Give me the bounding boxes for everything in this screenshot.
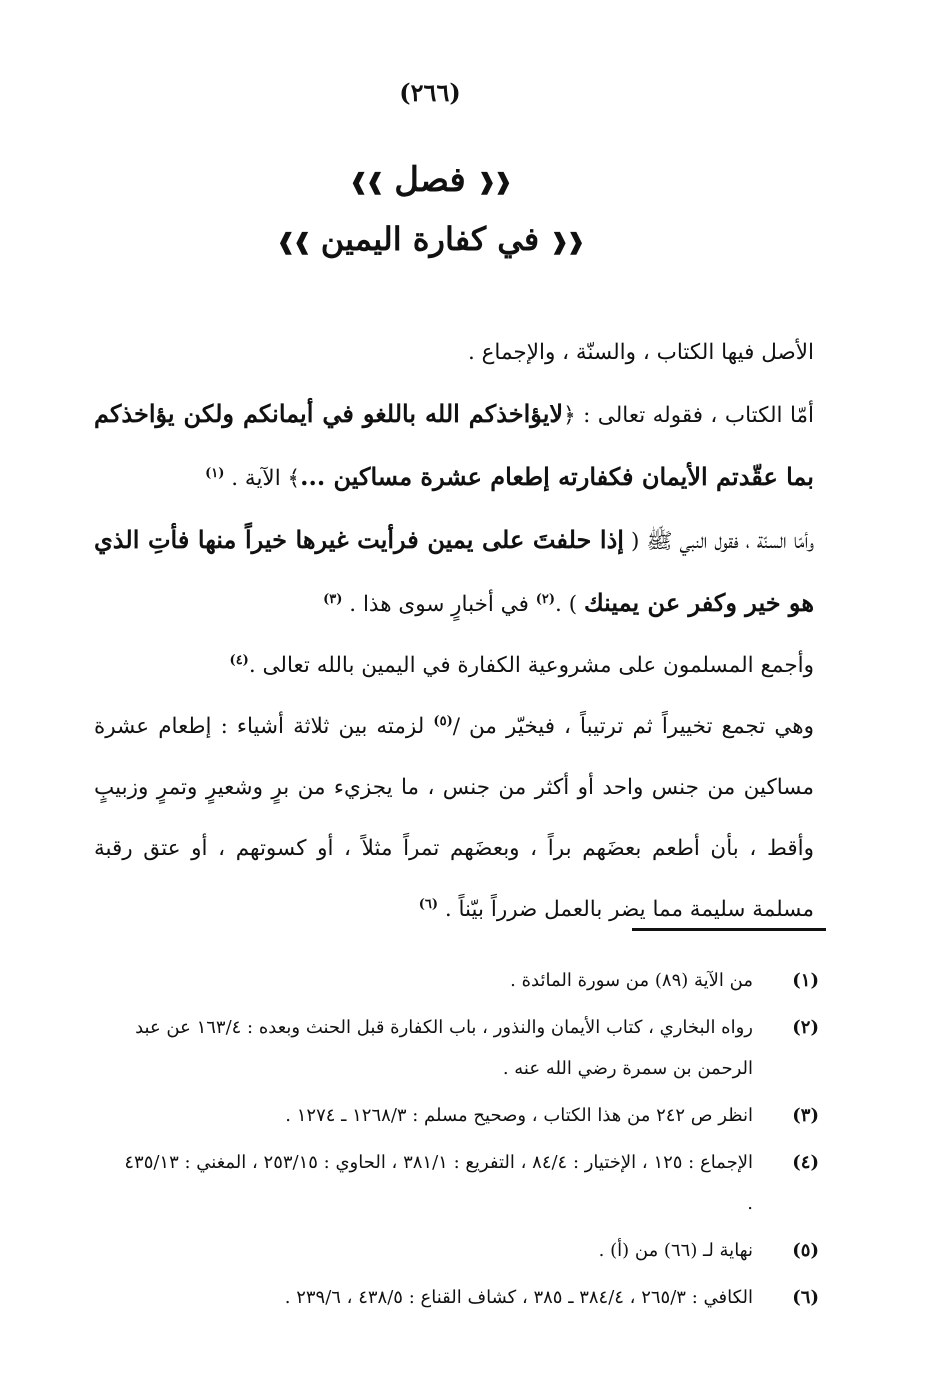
paragraph-5-part2: لزمته بين ثلاثة أشياء : إطعام عشرة مساكين من جنس واحد أو أكثر من جنس ، ما يجزيء من برٍ وشعيرٍ وتمرٍ وزبيبٍ وأقط ، بأن أطعم بعضَهم براً ، وبعضَهم تمراً مثلاً ، أو كسوتهم ، أو عتق رقبة مسلمة سليمة مما يضر بالعمل ضرراً بيّناً . (94, 714, 814, 922)
footnote-ref-5: (٥) (433, 713, 453, 729)
ornament-right: ❱❱ (276, 228, 310, 255)
page-number: (٢٦٦) (399, 78, 461, 107)
paragraph-4 (94, 635, 814, 696)
ornament-right: ❱❱ (349, 169, 383, 195)
footnote-number: (٢) (792, 1017, 819, 1038)
footnote-text: نهاية لـ (٦٦) من (أ) . (598, 1240, 753, 1261)
footnote-item (119, 1142, 819, 1224)
quran-verse: لايؤاخذكم الله باللغو في أيمانكم ولكن يؤاخذكم بما عقّدتم الأيمان فكفارته إطعام عشرة مساكين ... (94, 399, 814, 491)
ornament-left: ❰❰ (477, 169, 511, 195)
footnote-ref-2: (٢) (535, 591, 556, 607)
paragraph-2-end: ﴾ الآية . (231, 466, 301, 491)
paragraph-4-text: وأجمع المسلمون على مشروعية الكفارة في اليمين بالله تعالى . (248, 653, 814, 678)
section-subheading-text: في كفارة اليمين (320, 220, 540, 258)
footnote-ref-1: (١) (205, 465, 225, 481)
paragraph-1 (94, 322, 814, 383)
section-heading-text: فصل (394, 160, 466, 200)
footnote-item (119, 1230, 819, 1271)
paragraph-3-mid: في أخبارٍ سوى هذا . (349, 592, 529, 617)
footnote-number: (٤) (792, 1152, 819, 1173)
footnote-number: (٦) (792, 1287, 819, 1308)
footnote-text: انظر ص ٢٤٢ من هذا الكتاب ، وصحيح مسلم : ١٢٦٨/٣ ـ ١٢٧٤ . (285, 1105, 753, 1126)
footnote-item (119, 960, 819, 1001)
footnote-item (119, 1095, 819, 1136)
footnote-text: الإجماع : ١٢٥ ، الإختيار : ٨٤/٤ ، التفريع : ٣٨١/١ ، الحاوي : ٢٥٣/١٥ ، المغني : ٤٣٥/١٣ . (124, 1152, 753, 1214)
footnote-separator (632, 928, 826, 931)
footnote-item (119, 1007, 819, 1089)
paragraph-5 (94, 696, 814, 940)
paragraph-1-text: الأصل فيها الكتاب ، والسنّة ، والإجماع . (467, 340, 814, 365)
footnote-number: (١) (792, 970, 819, 991)
footnote-text: الكافي : ٢٦٥/٣ ، ٣٨٤/٤ ـ ٣٨٥ ، كشاف القناع : ٤٣٨/٥ ، ٢٣٩/٦ . (284, 1287, 753, 1308)
paragraph-2 (94, 383, 814, 509)
section-heading (0, 160, 860, 200)
footnote-text: رواه البخاري ، كتاب الأيمان والنذور ، باب الكفارة قبل الحنث وبعده : ١٦٣/٤ عن عبد الرحمن بن سمرة رضي الله عنه . (135, 1017, 753, 1079)
footnotes (119, 960, 819, 1324)
paragraph-3 (94, 509, 814, 635)
paragraph-3-intro: وأمّا السنّة ، فقول النبي ﷺ ( (631, 529, 815, 554)
paragraph-2-intro: أمّا الكتاب ، فقوله تعالى : ﴿ (563, 403, 814, 428)
section-subheading (0, 220, 860, 258)
footnote-number: (٣) (792, 1105, 819, 1126)
hadith-text: إذا حلفتَ على يمين فرأيت غيرها خيراً منها فأتِ الذي هو خير وكفر عن يمينك (94, 525, 814, 617)
footnote-ref-3: (٣) (323, 591, 343, 607)
footnote-text: من الآية (٨٩) من سورة المائدة . (510, 970, 753, 991)
ornament-left: ❰❰ (550, 228, 584, 255)
footnote-ref-6: (٦) (418, 896, 438, 912)
footnote-item (119, 1277, 819, 1318)
paragraph-5-part1: وهي تجمع تخييراً ثم ترتيباً ، فيخيّر من / (452, 714, 815, 739)
body-text (94, 322, 814, 940)
footnote-ref-4: (٤) (229, 652, 249, 668)
footnote-number: (٥) (792, 1240, 819, 1261)
paragraph-3-close: ) . (555, 592, 578, 617)
